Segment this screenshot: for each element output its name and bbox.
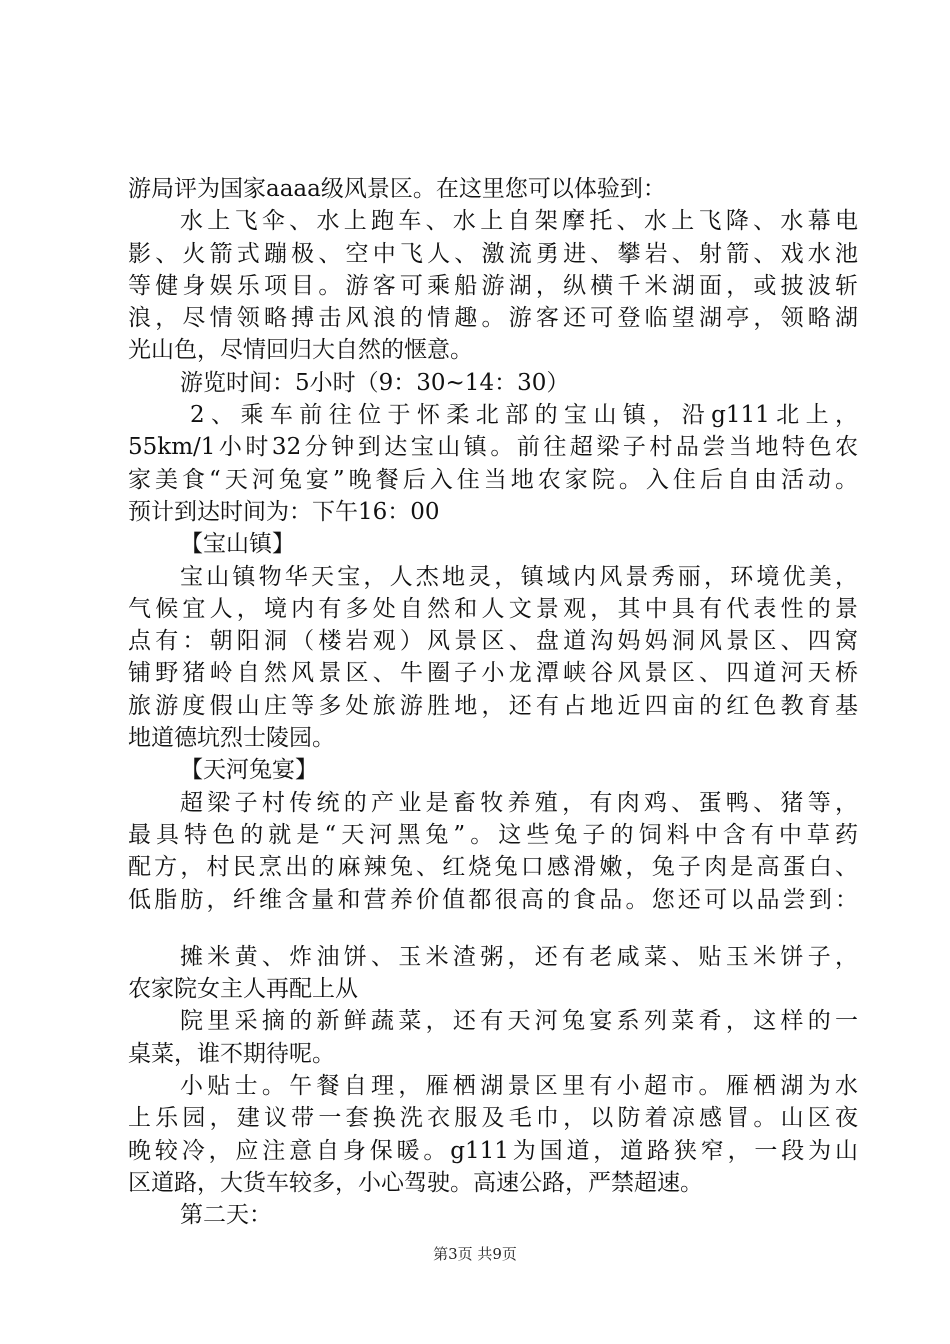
- text-line: 浪，尽情领略搏击风浪的情趣。游客还可登临望湖亭，领略湖: [128, 305, 858, 332]
- text-line: 晚较冷，应注意自身保暖。g111为国道，道路狭窄，一段为山: [128, 1137, 858, 1164]
- section-heading: 【天河兔宴】: [180, 757, 318, 784]
- text-line: 影、火箭式蹦极、空中飞人、激流勇进、攀岩、射箭、戏水池: [128, 240, 858, 267]
- text-line: 区道路，大货车较多，小心驾驶。高速公路，严禁超速。: [128, 1169, 703, 1196]
- text-line: 院里采摘的新鲜蔬菜，还有天河兔宴系列菜肴，这样的一: [180, 1008, 858, 1035]
- text-line: 农家院女主人再配上从: [128, 976, 358, 1003]
- page-footer: 第3页 共9页: [433, 1245, 517, 1263]
- text-line: 游览时间：5小时（9：30~14：30）: [180, 369, 570, 396]
- text-line: 超梁子村传统的产业是畜牧养殖，有肉鸡、蛋鸭、猪等，: [180, 789, 858, 816]
- text-line: 等健身娱乐项目。游客可乘船游湖，纵横千米湖面，或披波斩: [128, 272, 858, 299]
- text-line: 地道德坑烈士陵园。: [128, 725, 335, 752]
- paragraph-gap: [128, 916, 858, 941]
- document-body: [128, 173, 858, 1232]
- text-line: 第二天：: [180, 1202, 272, 1229]
- text-line: 小贴士。午餐自理，雁栖湖景区里有小超市。雁栖湖为水: [180, 1073, 858, 1100]
- text-line: 配方，村民烹出的麻辣兔、红烧兔口感滑嫩，兔子肉是高蛋白、: [128, 854, 858, 881]
- text-line: 气候宜人，境内有多处自然和人文景观，其中具有代表性的景: [128, 595, 858, 622]
- section-heading: 【宝山镇】: [180, 531, 295, 558]
- text-line: 预计到达时间为：下午16：00: [128, 498, 440, 525]
- text-line: 2、乘车前往位于怀柔北部的宝山镇，沿g111北上，: [190, 402, 858, 429]
- text-line: 光山色，尽情回归大自然的惬意。: [128, 337, 473, 364]
- text-line: 55km/1小时32分钟到达宝山镇。前往超梁子村品尝当地特色农: [128, 434, 858, 461]
- text-line: 桌菜，谁不期待呢。: [128, 1040, 335, 1067]
- text-line: 上乐园，建议带一套换洗衣服及毛巾，以防着凉感冒。山区夜: [128, 1105, 858, 1132]
- text-line: 游局评为国家aaaa级风景区。在这里您可以体验到：: [128, 176, 666, 202]
- text-line: 水上飞伞、水上跑车、水上自架摩托、水上飞降、水幕电: [180, 208, 858, 235]
- text-line: 旅游度假山庄等多处旅游胜地，还有占地近四亩的红色教育基: [128, 692, 858, 719]
- text-line: 最具特色的就是“天河黑兔”。这些兔子的饲料中含有中草药: [128, 821, 858, 848]
- text-line: 摊米黄、炸油饼、玉米渣粥，还有老咸菜、贴玉米饼子，: [180, 943, 858, 970]
- text-line: 低脂肪，纤维含量和营养价值都很高的食品。您还可以品尝到：: [128, 886, 858, 913]
- text-line: 铺野猪岭自然风景区、牛圈子小龙潭峡谷风景区、四道河天桥: [128, 660, 858, 687]
- text-line: 点有：朝阳洞（楼岩观）风景区、盘道沟妈妈洞风景区、四窝: [128, 628, 858, 655]
- text-line: 宝山镇物华天宝，人杰地灵，镇域内风景秀丽，环境优美，: [180, 563, 858, 590]
- text-line: 家美食“天河兔宴”晚餐后入住当地农家院。入住后自由活动。: [128, 466, 858, 493]
